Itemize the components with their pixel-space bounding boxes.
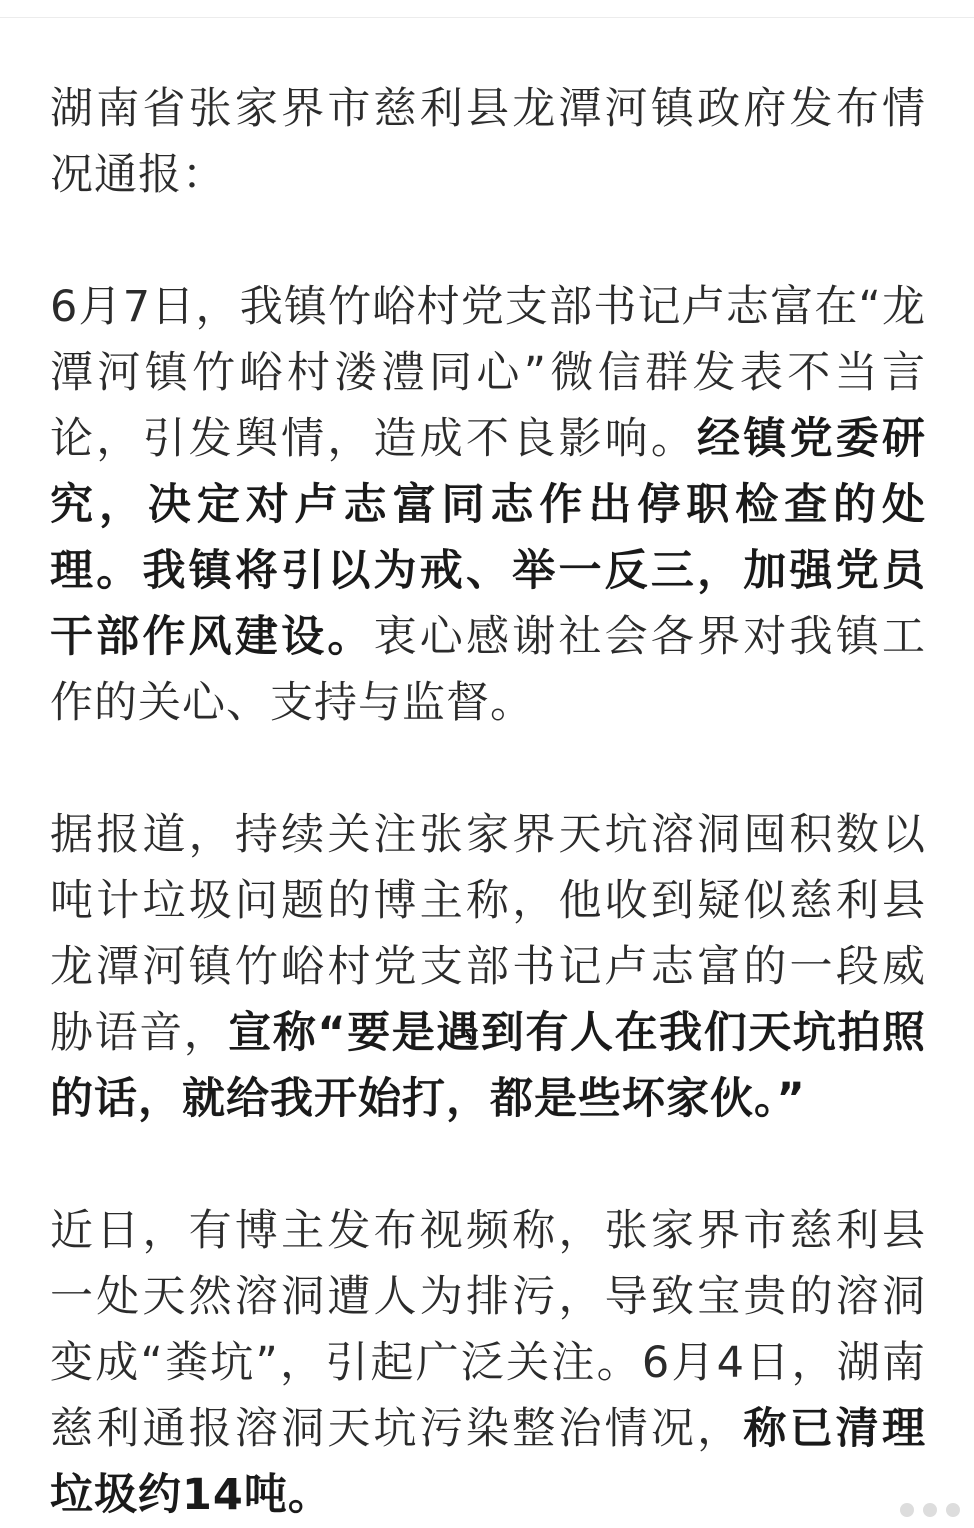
article-body — [50, 76, 926, 1528]
paragraph-intro — [50, 76, 926, 208]
intro-text: 湖南省张家界市慈利县龙潭河镇政府发布情况通报： — [50, 84, 926, 200]
watermark-dot — [946, 1503, 960, 1517]
report-bold-quote: 宣称“要是遇到有人在我们天坑拍照的话，就给我开始打，都是些坏家伙。” — [50, 1008, 927, 1124]
notice-bold-text: 经镇党委研究，决定对卢志富同志作出停职检查的处理。我镇将引以为戒、举一反三，加强党员干部作风建设。 — [50, 414, 927, 662]
background-text: 近日，有博主发布视频称，张家界市慈利县一处天然溶洞遭人为排污，导致宝贵的溶洞变成“粪坑”，引起广泛关注。6月4日，湖南慈利通报溶洞天坑污染整治情况， — [50, 1206, 926, 1454]
top-divider — [0, 0, 974, 18]
paragraph-notice — [50, 274, 926, 736]
background-bold-text: 称已清理垃圾约14吨。 — [50, 1404, 927, 1520]
watermark-dots — [896, 1502, 970, 1516]
watermark-dot — [923, 1503, 937, 1517]
notice-thanks-text: 衷心感谢社会各界对我镇工作的关心、支持与监督。 — [50, 612, 927, 728]
watermark-dot — [900, 1503, 914, 1517]
paragraph-background — [50, 1198, 926, 1528]
paragraph-report — [50, 802, 926, 1132]
notice-text: 6月7日，我镇竹峪村党支部书记卢志富在“龙潭河镇竹峪村溇澧同心”微信群发表不当言论，引发舆情，造成不良影响。 — [50, 282, 926, 464]
report-text: 据报道，持续关注张家界天坑溶洞囤积数以吨计垃圾问题的博主称，他收到疑似慈利县龙潭河镇竹峪村党支部书记卢志富的一段威胁语音， — [50, 810, 926, 1058]
